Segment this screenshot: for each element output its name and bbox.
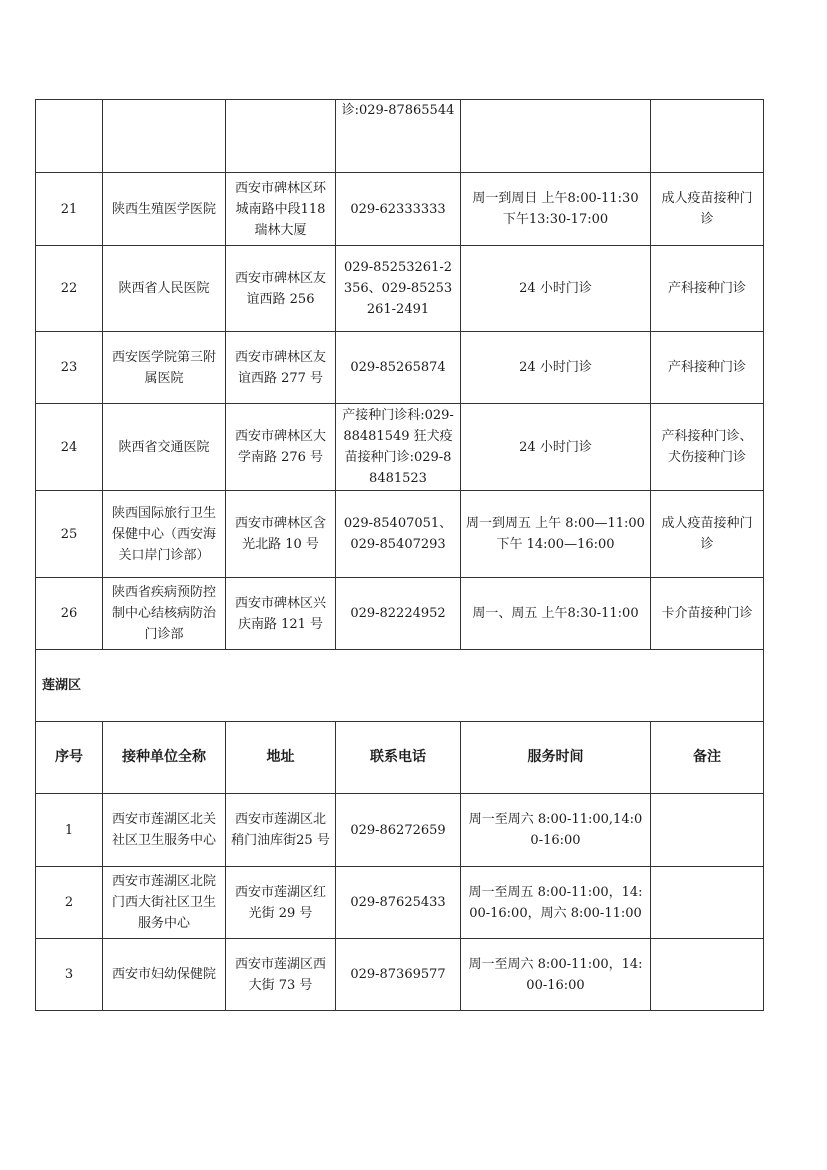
cell-note: 卡介苗接种门诊: [651, 578, 764, 650]
cell-address: 西安市碑林区含光北路 10 号: [226, 491, 336, 578]
cell-hours: 周一至周六 8:00-11:00，14:00-16:00: [461, 939, 651, 1011]
cell-hours: [461, 100, 651, 173]
cell-address: 西安市碑林区友谊西路 256: [226, 246, 336, 332]
cell-index: 1: [36, 794, 103, 867]
header-phone: 联系电话: [336, 722, 461, 794]
cell-phone: 029-82224952: [336, 578, 461, 650]
cell-name: 陕西生殖医学医院: [103, 173, 226, 246]
header-note: 备注: [651, 722, 764, 794]
table-row: [36, 404, 764, 491]
cell-note: [651, 867, 764, 939]
cell-address: 西安市碑林区大学南路 276 号: [226, 404, 336, 491]
cell-note: [651, 100, 764, 173]
section-row: [36, 650, 764, 722]
cell-note: 产科接种门诊、犬伤接种门诊: [651, 404, 764, 491]
table-row: [36, 867, 764, 939]
cell-phone: 029-62333333: [336, 173, 461, 246]
cell-hours: 24 小时门诊: [461, 332, 651, 404]
cell-hours: 周一到周日 上午8:00-11:30 下午13:30-17:00: [461, 173, 651, 246]
cell-phone: 产接种门诊科:029-88481549 狂犬疫苗接种门诊:029-88481523: [336, 404, 461, 491]
cell-index: 24: [36, 404, 103, 491]
cell-index: 23: [36, 332, 103, 404]
table-row: [36, 332, 764, 404]
cell-name: 西安市妇幼保健院: [103, 939, 226, 1011]
cell-phone: 029-86272659: [336, 794, 461, 867]
cell-phone: 029-85253261-2356、029-85253261-2491: [336, 246, 461, 332]
cell-note: 成人疫苗接种门诊: [651, 173, 764, 246]
cell-address: 西安市碑林区环城南路中段118 瑞林大厦: [226, 173, 336, 246]
cell-hours: 24 小时门诊: [461, 404, 651, 491]
cell-index: [36, 100, 103, 173]
cell-index: 2: [36, 867, 103, 939]
cell-address: [226, 100, 336, 173]
table-row: [36, 173, 764, 246]
cell-hours: 周一至周五 8:00-11:00，14:00-16:00，周六 8:00-11:00: [461, 867, 651, 939]
cell-index: 21: [36, 173, 103, 246]
cell-phone: 029-87625433: [336, 867, 461, 939]
cell-name: 陕西省人民医院: [103, 246, 226, 332]
cell-name: 陕西国际旅行卫生保健中心（西安海关口岸门诊部）: [103, 491, 226, 578]
cell-note: [651, 794, 764, 867]
header-row: [36, 722, 764, 794]
cell-note: 产科接种门诊: [651, 332, 764, 404]
cell-name: 陕西省疾病预防控制中心结核病防治门诊部: [103, 578, 226, 650]
cell-hours: 周一、周五 上午8:30-11:00: [461, 578, 651, 650]
section-title: 莲湖区: [36, 650, 764, 722]
table-row: [36, 578, 764, 650]
cell-note: [651, 939, 764, 1011]
table-row: [36, 491, 764, 578]
cell-name: 西安市莲湖区北关社区卫生服务中心: [103, 794, 226, 867]
cell-name: [103, 100, 226, 173]
cell-address: 西安市莲湖区红光街 29 号: [226, 867, 336, 939]
cell-index: 3: [36, 939, 103, 1011]
cell-name: 西安市莲湖区北院门西大街社区卫生服务中心: [103, 867, 226, 939]
cell-phone: 029-87369577: [336, 939, 461, 1011]
table-row: [36, 246, 764, 332]
cell-address: 西安市碑林区友谊西路 277 号: [226, 332, 336, 404]
table-row: [36, 794, 764, 867]
cell-name: 西安医学院第三附属医院: [103, 332, 226, 404]
cell-note: 产科接种门诊: [651, 246, 764, 332]
cell-index: 25: [36, 491, 103, 578]
header-index: 序号: [36, 722, 103, 794]
header-name: 接种单位全称: [103, 722, 226, 794]
cell-hours: 24 小时门诊: [461, 246, 651, 332]
cell-hours: 周一至周六 8:00-11:00,14:00-16:00: [461, 794, 651, 867]
cell-phone: 诊:029-87865544: [336, 100, 461, 173]
cell-name: 陕西省交通医院: [103, 404, 226, 491]
table-row: [36, 100, 764, 173]
cell-note: 成人疫苗接种门诊: [651, 491, 764, 578]
header-address: 地址: [226, 722, 336, 794]
cell-index: 26: [36, 578, 103, 650]
header-hours: 服务时间: [461, 722, 651, 794]
cell-index: 22: [36, 246, 103, 332]
table-row: [36, 939, 764, 1011]
cell-phone: 029-85407051、029-85407293: [336, 491, 461, 578]
cell-address: 西安市莲湖区西大街 73 号: [226, 939, 336, 1011]
cell-phone: 029-85265874: [336, 332, 461, 404]
cell-hours: 周一到周五 上午 8:00—11:00 下午 14:00—16:00: [461, 491, 651, 578]
cell-address: 西安市碑林区兴庆南路 121 号: [226, 578, 336, 650]
cell-address: 西安市莲湖区北稍门油库街25 号: [226, 794, 336, 867]
vaccination-sites-table: [35, 99, 764, 1011]
